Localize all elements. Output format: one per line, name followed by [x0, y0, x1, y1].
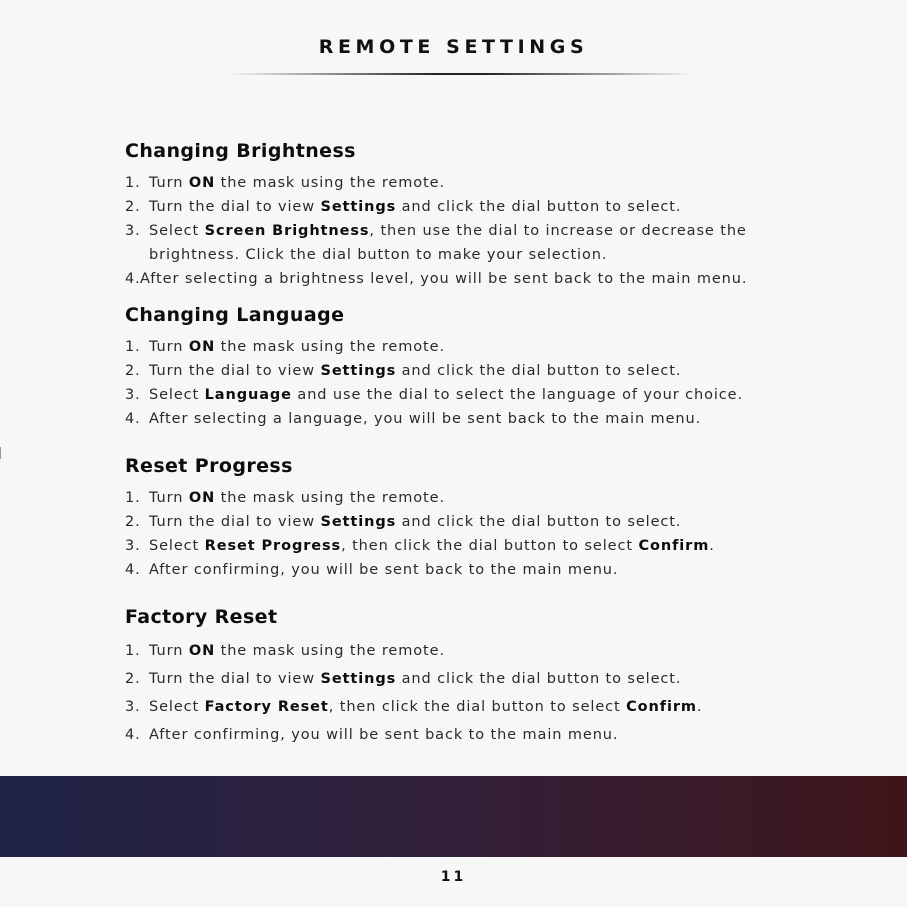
step-text: Select: [149, 223, 205, 239]
step-text: .: [709, 538, 715, 554]
step-text: and click the dial button to select.: [396, 514, 682, 530]
step-text: Turn the dial to view: [149, 199, 321, 215]
step-keyword: ON: [188, 643, 216, 659]
margin-mark: [0, 447, 1, 459]
list-item: [125, 407, 845, 431]
list-item: [125, 721, 845, 749]
section-changing-brightness: [125, 139, 845, 291]
step-keyword: Settings: [320, 199, 397, 215]
step-keyword: Language: [204, 387, 292, 403]
list-item: [125, 693, 845, 721]
step-list: [125, 637, 845, 749]
section-heading: Changing Language: [125, 304, 345, 326]
step-text: Select: [149, 387, 205, 403]
step-number: 1.: [125, 175, 141, 191]
step-keyword: Settings: [320, 514, 397, 530]
step-number: 2.: [125, 671, 141, 687]
section-heading: Reset Progress: [125, 455, 293, 477]
step-number: 4.: [125, 727, 141, 743]
step-text: Turn the dial to view: [149, 363, 321, 379]
step-text: the mask using the remote.: [215, 643, 445, 659]
step-number: 4.: [125, 411, 141, 427]
step-text: Turn the dial to view: [149, 514, 321, 530]
list-item: [125, 665, 845, 693]
step-number: 1.: [125, 339, 141, 355]
step-keyword: ON: [188, 339, 216, 355]
step-list: [125, 171, 845, 291]
step-text-continued: brightness. Click the dial button to make your selection.: [149, 247, 608, 263]
step-text: and click the dial button to select.: [396, 363, 682, 379]
list-item: [125, 335, 845, 359]
step-text: the mask using the remote.: [215, 490, 445, 506]
step-text: Turn: [149, 175, 189, 191]
step-text: Turn: [149, 339, 189, 355]
step-text: and use the dial to select the language of your choice.: [291, 387, 743, 403]
section-changing-language: [125, 303, 845, 431]
step-text: Select: [149, 538, 205, 554]
step-number: 2.: [125, 199, 141, 215]
step-text: Select: [149, 699, 205, 715]
list-item: [125, 171, 845, 195]
step-number: 1.: [125, 490, 141, 506]
page-number: 11: [440, 869, 467, 885]
list-item: [125, 534, 845, 558]
list-item: [125, 486, 845, 510]
step-text: , then click the dial button to select: [341, 538, 639, 554]
page-title: REMOTE SETTINGS: [318, 36, 589, 58]
step-text: .: [696, 699, 703, 715]
list-item: [125, 637, 845, 665]
step-text: the mask using the remote.: [215, 175, 445, 191]
step-text: , then use the dial to increase or decrease the: [369, 223, 747, 239]
list-item: [125, 383, 845, 407]
step-keyword: Screen Brightness: [204, 223, 370, 239]
step-keyword: Confirm: [626, 699, 697, 715]
step-number: 2.: [125, 363, 141, 379]
step-text: After confirming, you will be sent back to the main menu.: [149, 727, 619, 743]
step-text: After selecting a brightness level, you will be sent back to the main menu.: [140, 271, 748, 287]
step-keyword: ON: [188, 175, 216, 191]
step-number: 4.: [125, 562, 141, 578]
step-keyword: ON: [188, 490, 216, 506]
step-text: After confirming, you will be sent back to the main menu.: [149, 562, 619, 578]
section-reset-progress: [125, 454, 845, 582]
step-number: 3.: [125, 387, 141, 403]
step-number: 2.: [125, 514, 141, 530]
list-item: [125, 219, 845, 267]
list-item: [125, 510, 845, 534]
list-item: [125, 359, 845, 383]
list-item: [125, 195, 845, 219]
step-text: and click the dial button to select.: [396, 199, 682, 215]
title-divider: [228, 73, 694, 75]
step-text: Turn the dial to view: [149, 671, 321, 687]
section-factory-reset: [125, 605, 845, 749]
footer-gradient-band: [0, 776, 907, 857]
section-heading: Factory Reset: [125, 606, 278, 628]
step-text: Turn: [149, 643, 189, 659]
step-number: 4.: [125, 271, 141, 287]
step-keyword: Factory Reset: [204, 699, 329, 715]
step-text: the mask using the remote.: [215, 339, 445, 355]
step-number: 3.: [125, 699, 141, 715]
step-number: 3.: [125, 538, 141, 554]
step-number: 3.: [125, 223, 141, 239]
step-keyword: Settings: [320, 363, 397, 379]
list-item: [125, 558, 845, 582]
step-list: [125, 486, 845, 582]
step-text: After selecting a language, you will be sent back to the main menu.: [149, 411, 702, 427]
step-text: , then click the dial button to select: [328, 699, 627, 715]
step-keyword: Confirm: [638, 538, 710, 554]
section-heading: Changing Brightness: [125, 140, 356, 162]
step-text: Turn: [149, 490, 189, 506]
step-keyword: Reset Progress: [204, 538, 342, 554]
step-text: and click the dial button to select.: [396, 671, 682, 687]
step-list: [125, 335, 845, 431]
step-number: 1.: [125, 643, 141, 659]
list-item: [125, 267, 845, 291]
step-keyword: Settings: [320, 671, 397, 687]
